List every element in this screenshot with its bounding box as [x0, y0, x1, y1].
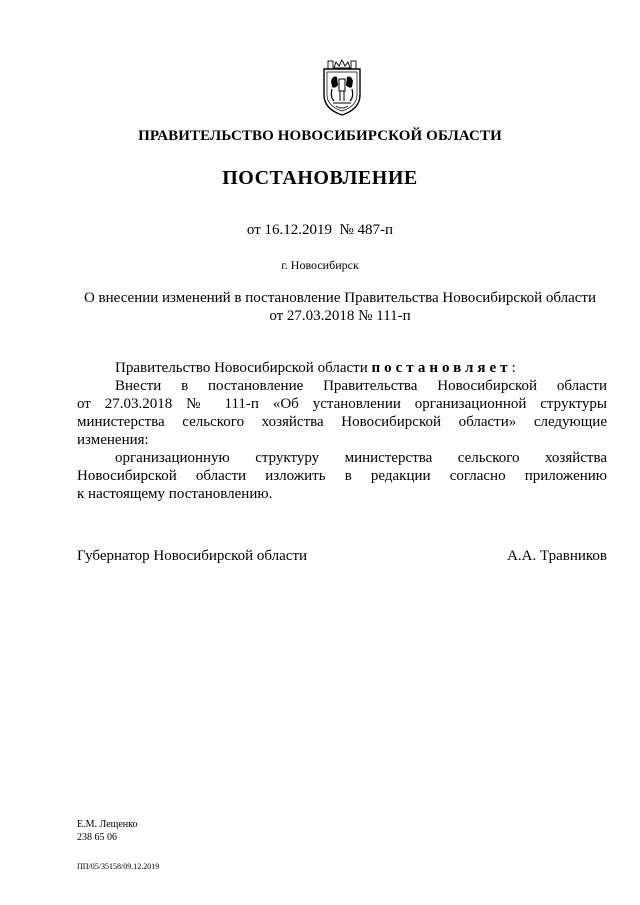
p2-line-1: Внести в постановление Правительства Новосибирской области: [115, 378, 607, 394]
p2-line-4: изменения:: [77, 432, 149, 448]
document-date-number: от 16.12.2019 № 487-п: [246, 222, 394, 238]
signatory-name: А.А. Травников: [507, 548, 607, 564]
p2-line-3: министерства сельского хозяйства Новосибирской области» следующие: [77, 414, 607, 430]
subject-line-2: от 27.03.2018 № 111-п: [269, 308, 411, 324]
p3-line-3: к настоящему постановлению.: [77, 486, 273, 502]
document-city: г. Новосибирск: [281, 258, 359, 272]
document-type-title: ПОСТАНОВЛЕНИЕ: [222, 167, 418, 189]
resolves-word: постановляет: [371, 360, 512, 376]
p3-line-2: Новосибирской области изложить в редакции согласно приложению: [77, 468, 607, 484]
coat-of-arms-icon: [318, 59, 366, 117]
document-subject: [60, 289, 620, 325]
signatory-position: Губернатор Новосибирской области: [77, 548, 308, 564]
preamble-text: Правительство Новосибирской области: [115, 360, 372, 376]
executor-info: [77, 818, 138, 844]
organization-name: ПРАВИТЕЛЬСТВО НОВОСИБИРСКОЙ ОБЛАСТИ: [138, 128, 502, 144]
document-code: ПП/05/35158/09.12.2019: [77, 862, 160, 871]
p2-line-2: от 27.03.2018 № 111-п «Об установлении организационной структуры: [77, 396, 607, 412]
executor-phone: 238 65 06: [77, 832, 117, 843]
preamble-colon: :: [511, 360, 516, 376]
preamble-paragraph: [77, 359, 607, 377]
executor-name: Е.М. Лещенко: [77, 819, 138, 830]
subject-line-1: О внесении изменений в постановление Правительства Новосибирской области: [83, 290, 597, 306]
p3-line-1: организационную структуру министерства сельского хозяйства: [115, 450, 607, 466]
document-body: [77, 359, 607, 503]
signature-block: [77, 548, 607, 565]
